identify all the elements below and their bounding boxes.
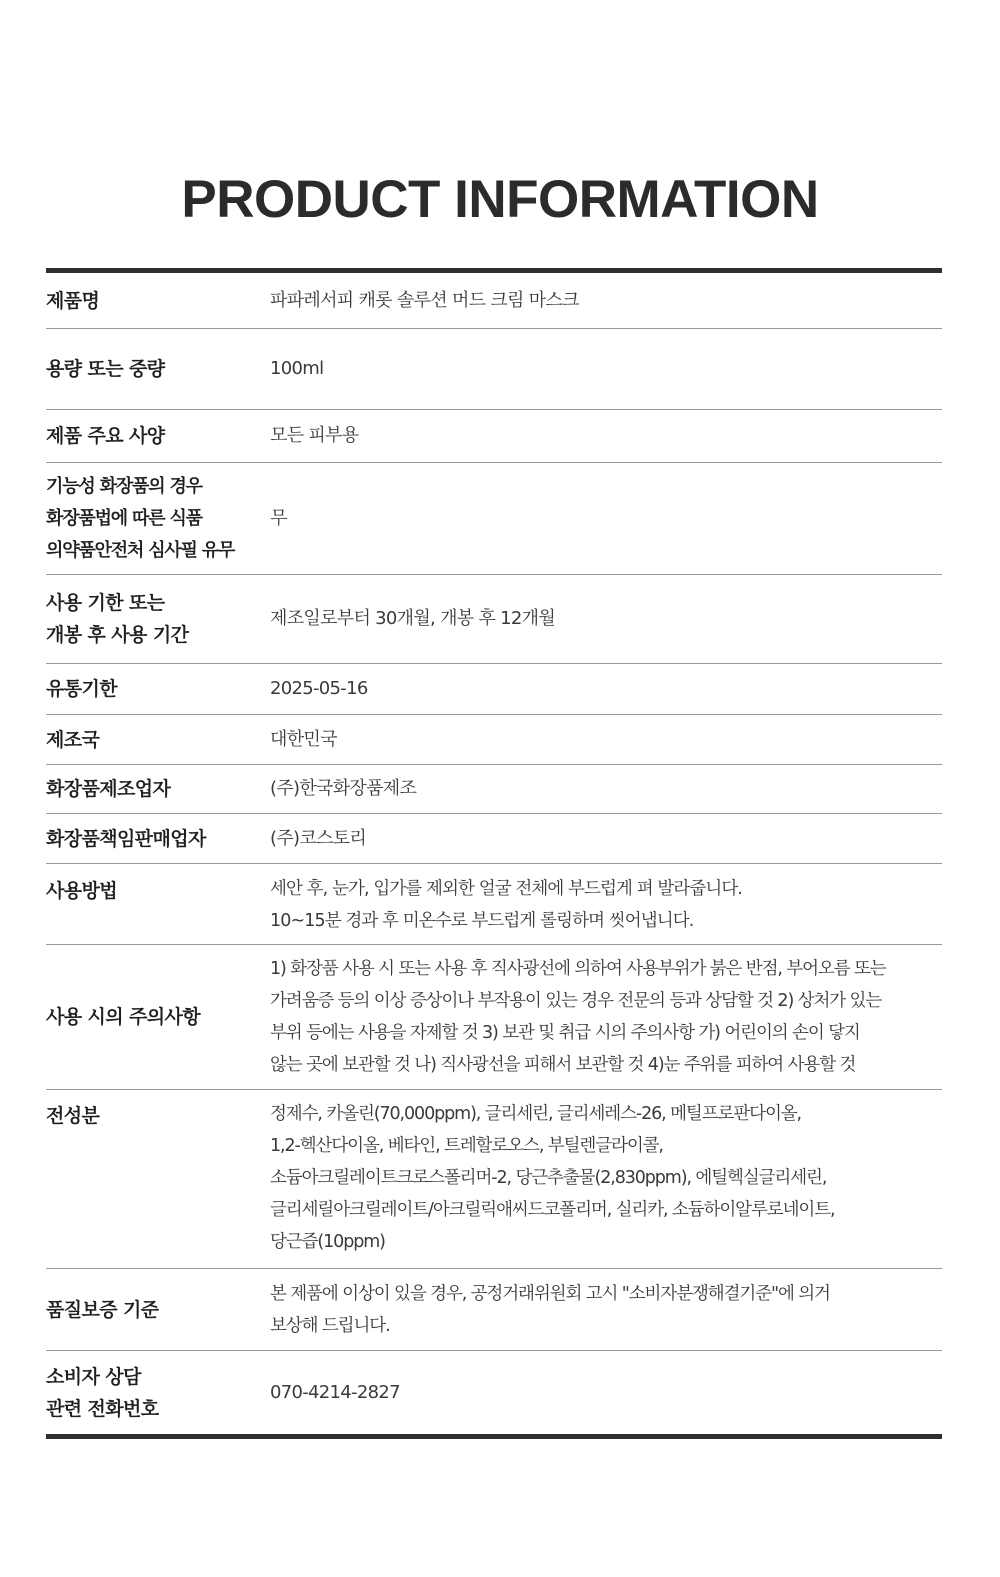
row-label: 제품명: [46, 289, 100, 312]
info-row-contact: [46, 1350, 942, 1434]
product-info-table: [46, 268, 942, 1439]
info-row-expiry-date: [46, 663, 942, 714]
row-value: 2025-05-16: [270, 678, 368, 699]
row-label: 용량 또는 중량: [46, 358, 165, 380]
row-value: 070-4214-2827: [270, 1381, 400, 1403]
row-label: 품질보증 기준: [46, 1298, 159, 1321]
info-row-country: [46, 714, 942, 764]
row-label: 사용 기한 또는 개봉 후 사용 기간: [46, 592, 189, 646]
row-label: 사용 시의 주의사항: [46, 1006, 201, 1028]
row-value: 무: [270, 507, 287, 529]
row-label: 제품 주요 사양: [46, 425, 165, 447]
page-title: PRODUCT INFORMATION: [181, 170, 819, 229]
info-row-product-name: [46, 273, 942, 328]
row-value: 대한민국: [270, 728, 337, 750]
row-value: (주)코스토리: [270, 827, 367, 849]
info-row-volume: [46, 328, 942, 409]
info-row-ingredients: [46, 1089, 942, 1268]
row-value: (주)한국화장품제조: [270, 778, 417, 799]
row-label: 유통기한: [46, 678, 118, 700]
row-label: 사용방법: [46, 880, 118, 902]
row-value: 1) 화장품 사용 시 또는 사용 후 직사광선에 의하여 사용부위가 붉은 반점, 부어오름 또는 가려움증 등의 이상 증상이나 부작용이 있는 경우 전문의 등과 상담할 것 2) 상처가 있는 부위 등에는 사용을 자제할 것 3) 보관 및 취급 시의 주의사항 가) 어린이의 손이 닿지 않는 곳에 보관할 것 나) 직사광선을 피해서 보관할 것 4)눈 주위를 피하여 사용할 것: [270, 959, 886, 1075]
info-row-distributor: [46, 813, 942, 863]
row-label: 제조국: [46, 728, 100, 751]
info-row-expiry-period: [46, 574, 942, 663]
info-row-functional: [46, 462, 942, 574]
row-label: 전성분: [46, 1105, 100, 1127]
info-row-usage: [46, 863, 942, 944]
info-row-caution: [46, 944, 942, 1089]
info-row-manufacturer: [46, 764, 942, 813]
row-value: 모든 피부용: [270, 425, 359, 446]
row-label: 화장품제조업자: [46, 778, 171, 800]
row-value: 본 제품에 이상이 있을 경우, 공정거래위원회 고시 "소비자분쟁해결기준"에 의거 보상해 드립니다.: [270, 1283, 830, 1336]
row-value: 세안 후, 눈가, 입가를 제외한 얼굴 전체에 부드럽게 펴 발라줍니다. 10~15분 경과 후 미온수로 부드럽게 롤링하며 씻어냅니다.: [270, 879, 743, 931]
row-label: 화장품책임판매업자: [46, 827, 206, 850]
row-label: 기능성 화장품의 경우 화장품법에 따른 식품 의약품안전처 심사필 유무: [46, 475, 235, 561]
row-value: 100ml: [270, 358, 324, 379]
row-label: 소비자 상담 관련 전화번호: [46, 1365, 159, 1420]
info-row-spec: [46, 409, 942, 462]
info-row-quality: [46, 1268, 942, 1350]
row-value: 정제수, 카올린(70,000ppm), 글리세린, 글리세레스-26, 메틸프로판다이올, 1,2-헥산다이올, 베타인, 트레할로오스, 부틸렌글라이콜, 소듐아크릴레이트크로스폴리머-2, 당근추출물(2,830ppm), 에틸헥실글리세린, 글리세릴아크릴레이트/아크릴릭애씨드코폴리머, 실리카, 소듐하이알루로네이트, 당근즙(10ppm): [270, 1104, 835, 1252]
row-value: 제조일로부터 30개월, 개봉 후 12개월: [270, 608, 556, 629]
row-value: 파파레서피 캐롯 솔루션 머드 크림 마스크: [270, 289, 579, 311]
